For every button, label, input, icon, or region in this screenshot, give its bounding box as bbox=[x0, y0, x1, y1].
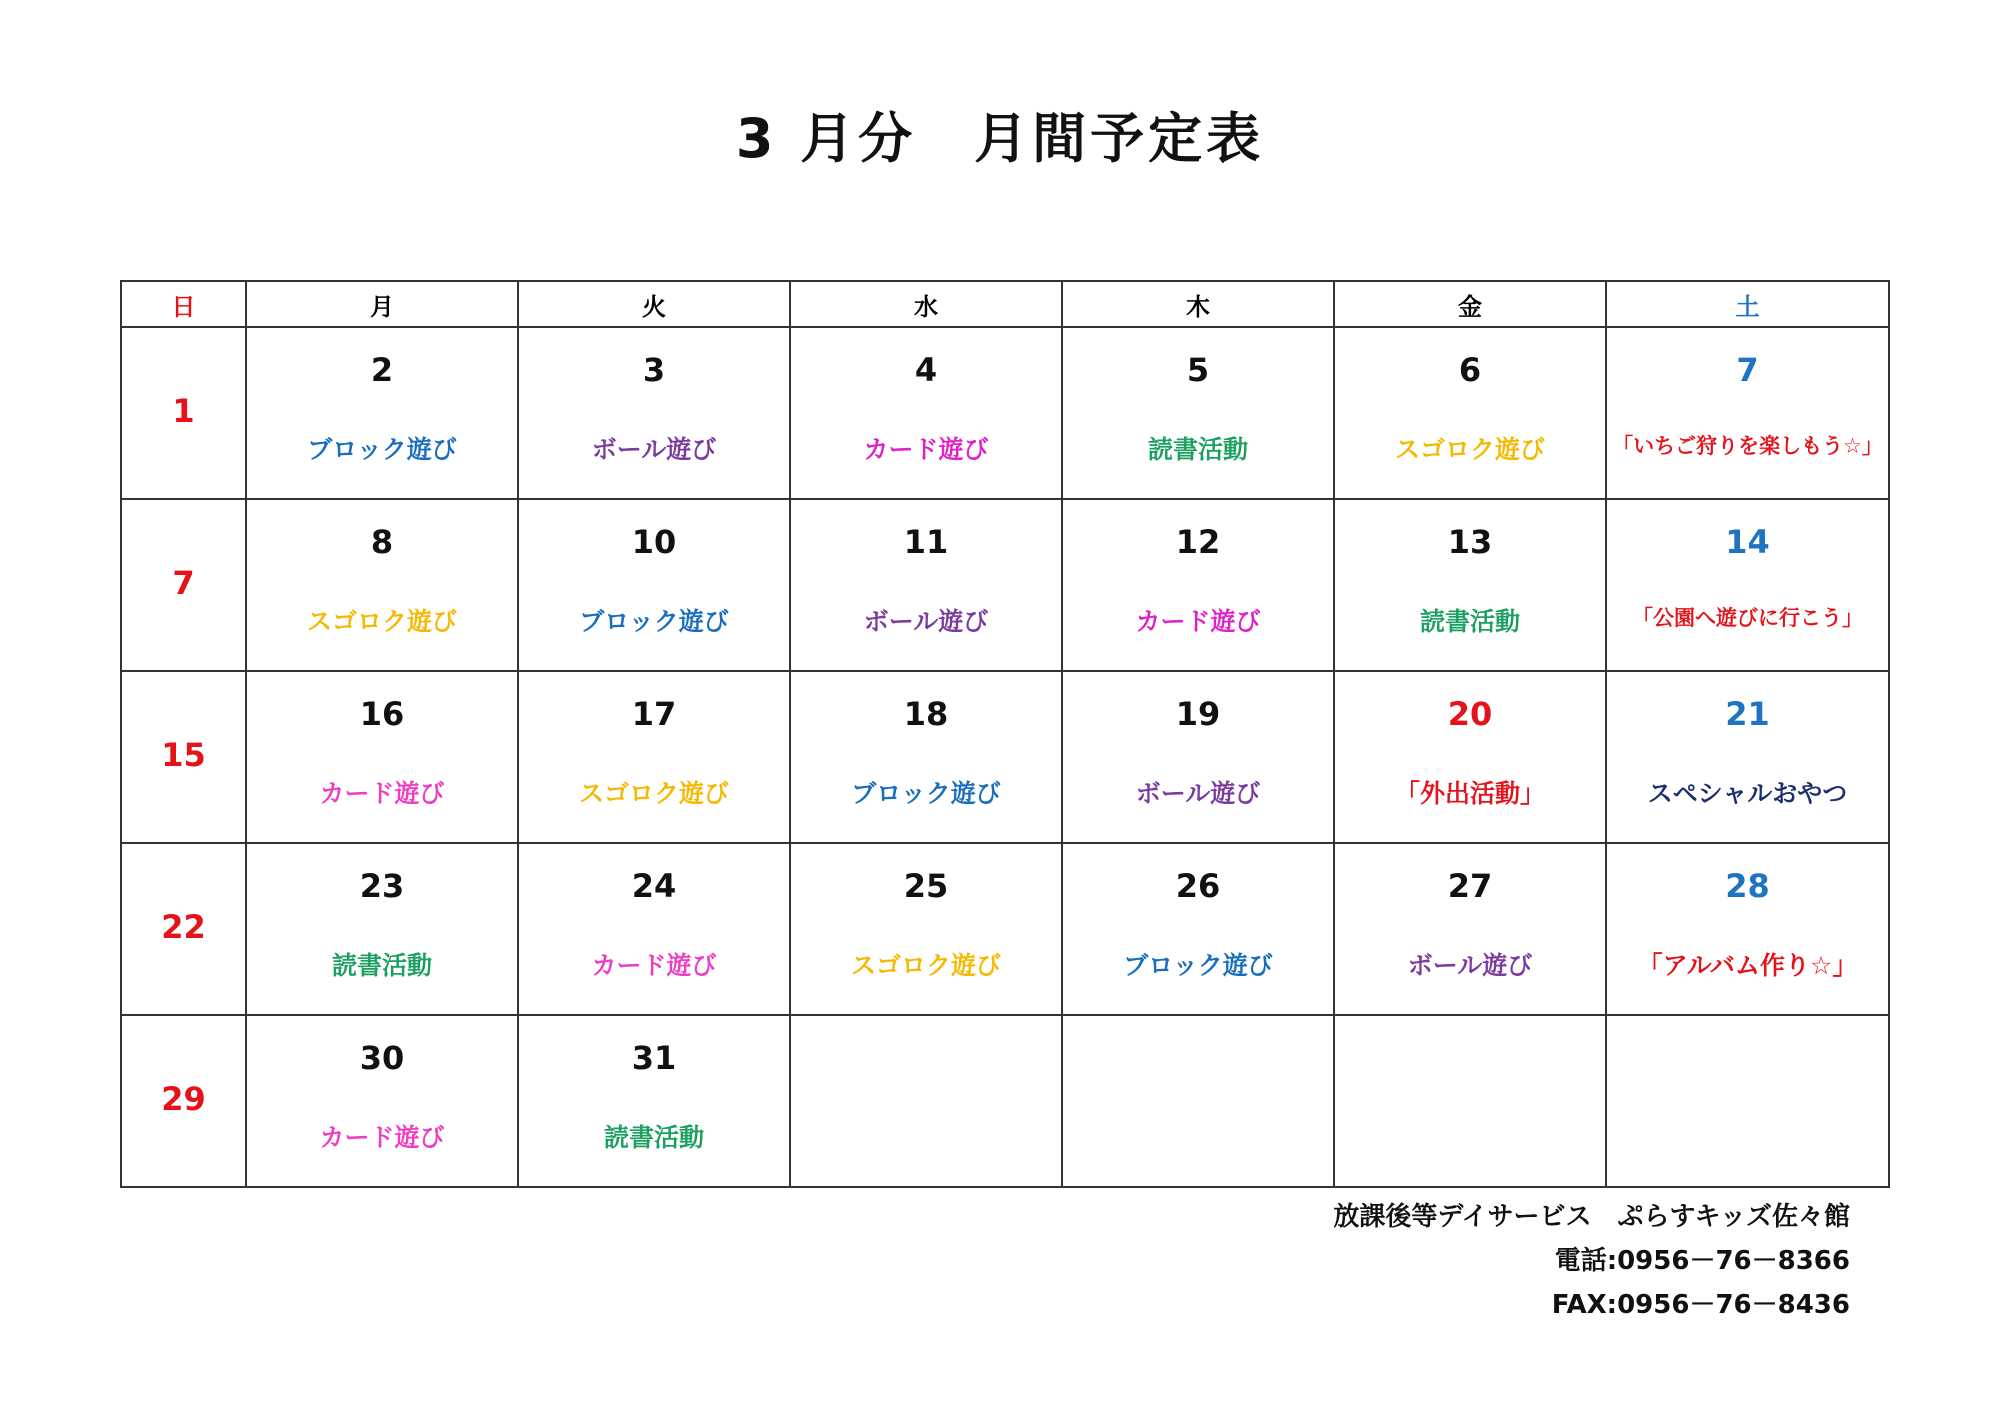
activity-label: 「いちご狩りを楽しもう☆」 bbox=[1612, 434, 1883, 458]
calendar-cell bbox=[518, 499, 790, 671]
date-number: 2 bbox=[370, 351, 394, 389]
date-number bbox=[1063, 1038, 1333, 1078]
date-number: 18 bbox=[903, 695, 949, 733]
calendar-cell bbox=[246, 843, 518, 1015]
activity-label: ブロック遊び bbox=[307, 435, 457, 464]
calendar-cell bbox=[790, 1015, 1062, 1187]
date-number: 31 bbox=[631, 1039, 677, 1077]
facility-name: 放課後等デイサービス ぷらすキッズ佐々館 bbox=[1333, 1202, 1850, 1232]
calendar-cell-sunday bbox=[121, 327, 246, 499]
weekday-header-row bbox=[121, 281, 1889, 327]
calendar-cell bbox=[1606, 843, 1889, 1015]
activity-label: カード遊び bbox=[319, 779, 445, 808]
date-number: 13 bbox=[1447, 523, 1493, 561]
activity-label: ボール遊び bbox=[1135, 779, 1261, 808]
date-number: 20 bbox=[1447, 695, 1493, 733]
calendar-week-row bbox=[121, 327, 1889, 499]
date-number: 21 bbox=[1725, 695, 1770, 733]
activity-label: ブロック遊び bbox=[579, 607, 729, 636]
phone-number: 電話:0956－76－8366 bbox=[1554, 1246, 1850, 1276]
date-number: 8 bbox=[370, 523, 394, 561]
date-number: 12 bbox=[1175, 523, 1221, 561]
calendar-cell-sunday bbox=[121, 671, 246, 843]
calendar-cell bbox=[1606, 671, 1889, 843]
date-number: 5 bbox=[1186, 351, 1210, 389]
calendar-cell bbox=[518, 671, 790, 843]
date-number: 14 bbox=[1725, 523, 1770, 561]
activity-label: 「外出活動」 bbox=[1394, 779, 1545, 808]
activity-label: スゴロク遊び bbox=[1394, 435, 1545, 464]
calendar-cell bbox=[1062, 327, 1334, 499]
date-number bbox=[1335, 1038, 1605, 1078]
calendar-cell bbox=[1334, 1015, 1606, 1187]
activity-label: スゴロク遊び bbox=[578, 779, 729, 808]
fax-number: FAX:0956－76－8436 bbox=[1551, 1290, 1850, 1320]
calendar-cell-sunday bbox=[121, 843, 246, 1015]
calendar-week-row bbox=[121, 1015, 1889, 1187]
activity-label: スゴロク遊び bbox=[306, 607, 457, 636]
calendar-cell bbox=[1062, 1015, 1334, 1187]
calendar-cell bbox=[518, 843, 790, 1015]
date-number: 27 bbox=[1447, 867, 1493, 905]
weekday-header-sat: 土 bbox=[1606, 281, 1889, 327]
calendar-cell-sunday bbox=[121, 1015, 246, 1187]
date-number: 26 bbox=[1175, 867, 1221, 905]
date-number bbox=[791, 1038, 1061, 1078]
activity-label: ブロック遊び bbox=[1123, 951, 1273, 980]
calendar-cell bbox=[518, 327, 790, 499]
calendar-cell bbox=[518, 1015, 790, 1187]
calendar-cell bbox=[790, 327, 1062, 499]
date-number: 6 bbox=[1458, 351, 1482, 389]
calendar-cell bbox=[1334, 671, 1606, 843]
calendar-cell bbox=[246, 671, 518, 843]
date-number bbox=[1607, 1038, 1888, 1078]
date-number: 17 bbox=[631, 695, 677, 733]
activity-label: 読書活動 bbox=[331, 951, 432, 980]
date-number: 19 bbox=[1175, 695, 1221, 733]
calendar-cell bbox=[1062, 671, 1334, 843]
calendar-cell bbox=[246, 1015, 518, 1187]
weekday-header-thu: 木 bbox=[1062, 281, 1334, 327]
calendar-cell bbox=[1606, 327, 1889, 499]
date-number: 7 bbox=[1736, 351, 1759, 389]
calendar-cell bbox=[1606, 499, 1889, 671]
sunday-date-number: 22 bbox=[161, 908, 206, 946]
calendar-cell bbox=[246, 499, 518, 671]
calendar-cell bbox=[1062, 499, 1334, 671]
date-number: 30 bbox=[359, 1039, 405, 1077]
date-number: 3 bbox=[642, 351, 666, 389]
weekday-header-wed: 水 bbox=[790, 281, 1062, 327]
page-title: 3 月分 月間予定表 bbox=[735, 107, 1265, 170]
activity-label: ボール遊び bbox=[591, 435, 717, 464]
activity-label: カード遊び bbox=[1135, 607, 1261, 636]
date-number: 24 bbox=[631, 867, 677, 905]
date-number: 11 bbox=[903, 523, 949, 561]
calendar-cell bbox=[790, 499, 1062, 671]
activity-label: スゴロク遊び bbox=[850, 951, 1001, 980]
calendar-cell bbox=[790, 843, 1062, 1015]
activity-label: 読書活動 bbox=[603, 1123, 704, 1152]
activity-label: 「公園へ遊びに行こう」 bbox=[1632, 606, 1863, 630]
activity-label: 「アルバム作り☆」 bbox=[1637, 951, 1858, 980]
date-number: 25 bbox=[903, 867, 949, 905]
calendar-cell bbox=[1334, 499, 1606, 671]
calendar-cell bbox=[1062, 843, 1334, 1015]
date-number: 28 bbox=[1725, 867, 1770, 905]
activity-label: ブロック遊び bbox=[851, 779, 1001, 808]
calendar-cell bbox=[246, 327, 518, 499]
calendar-cell-sunday bbox=[121, 499, 246, 671]
activity-label: 読書活動 bbox=[1147, 435, 1248, 464]
date-number: 23 bbox=[359, 867, 405, 905]
weekday-header-tue: 火 bbox=[518, 281, 790, 327]
weekday-header-sun: 日 bbox=[121, 281, 246, 327]
calendar-cell bbox=[790, 671, 1062, 843]
weekday-header-mon: 月 bbox=[246, 281, 518, 327]
calendar-cell bbox=[1334, 843, 1606, 1015]
date-number: 10 bbox=[631, 523, 677, 561]
calendar-cell bbox=[1334, 327, 1606, 499]
calendar-cell bbox=[1606, 1015, 1889, 1187]
activity-label: スペシャルおやつ bbox=[1647, 779, 1848, 808]
sunday-date-number: 29 bbox=[161, 1080, 206, 1118]
activity-label: ボール遊び bbox=[1407, 951, 1533, 980]
sunday-date-number: 7 bbox=[172, 564, 195, 602]
weekday-header-fri: 金 bbox=[1334, 281, 1606, 327]
calendar-week-row bbox=[121, 671, 1889, 843]
sunday-date-number: 1 bbox=[172, 392, 195, 430]
activity-label: カード遊び bbox=[591, 951, 717, 980]
calendar-week-row bbox=[121, 499, 1889, 671]
calendar-week-row bbox=[121, 843, 1889, 1015]
calendar-body bbox=[121, 327, 1889, 1187]
date-number: 4 bbox=[914, 351, 938, 389]
monthly-calendar bbox=[120, 280, 1890, 1188]
activity-label: カード遊び bbox=[863, 435, 989, 464]
activity-label: カード遊び bbox=[319, 1123, 445, 1152]
date-number: 16 bbox=[359, 695, 405, 733]
activity-label: 読書活動 bbox=[1419, 607, 1520, 636]
activity-label: ボール遊び bbox=[863, 607, 989, 636]
sunday-date-number: 15 bbox=[161, 736, 206, 774]
